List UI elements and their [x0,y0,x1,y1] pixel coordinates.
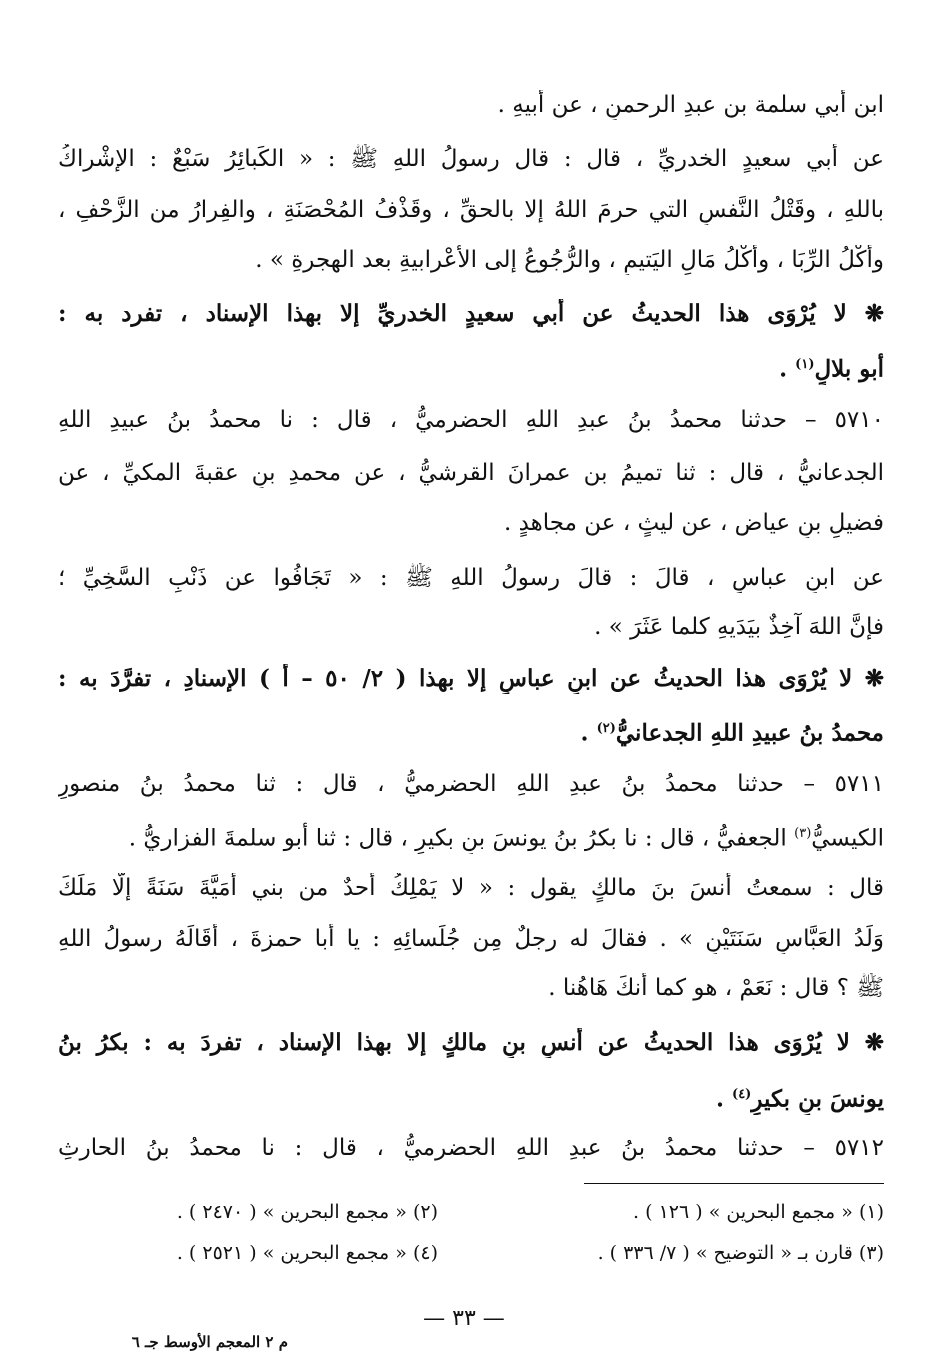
footnote-3: (٣) قارن بـ « التوضيح » ( ٧/ ٣٣٦ ) . [597,1242,884,1264]
footnote-marker-4: (٤) [732,1087,752,1102]
text-line-3: باللهِ ، وقَتْلُ النَّفسِ التي حرمَ اللهُ إلا بالحقِّ ، وقَذْفُ المُحْصَنَةِ ، والفِرارُ من الزَّحْفِ ، [58,197,884,223]
footnote-4: (٤) « مجمع البحرين » ( ٢٥٢١ ) . [176,1242,438,1264]
footnote-marker-2: (٢) [596,721,616,736]
signature-mark: م ٢ المعجم الأوسط جـ ٦ [131,1333,288,1351]
narrator-kaysi: الكيسيُّ [811,825,884,852]
text-line-1: ابن أبي سلمة بن عبدِ الرحمنِ ، عن أبيهِ . [497,92,884,118]
footnote-divider [584,1183,884,1184]
hadith-5711-line-1: ٥٧١١ – حدثنا محمدُ بنُ عبدِ اللهِ الحضرميُّ ، قال : ثنا محمدُ بنُ منصورٍ [58,771,884,797]
hadith-5711-line-2 [58,819,884,854]
page-number: — ٣٣ — [423,1306,505,1331]
hadith-5711-line-2-rest: الجعفيُّ ، قال : نا بكرُ بنُ يونسَ بنِ بكيرٍ ، قال : ثنا أبو سلمةَ الفزاريُّ . [128,825,787,852]
hadith-5711-line-4: وَلَدُ العَبَّاسِ سَنَتَيْنِ » . فقالَ له رجلٌ مِن جُلَسائِهِ : يا أبا حمزةَ ، أَقَالَهُ رسولُ اللهِ [58,926,884,952]
note-5711-line-2 [58,1080,884,1115]
hadith-5710-line-2: الجدعانيُّ ، قال : ثنا تميمُ بن عمرانَ القرشيُّ ، عن محمدِ بنِ عقبةَ المكيِّ ، عن [58,460,884,486]
text-line-2: عن أبي سعيدٍ الخدريِّ ، قال : قال رسولُ اللهِ ﷺ : « الكَبائِرُ سَبْعٌ : الإشْراكُ [58,146,884,172]
hadith-5711-line-3: قال : سمعتُ أنسَ بنَ مالكٍ يقول : « لا يَمْلِكُ أَحدٌ من بني أُمَيَّةَ سَنَةً إلَّا مَلَكَ [58,875,884,901]
hadith-5712-line-1: ٥٧١٢ – حدثنا محمدُ بنُ عبدِ اللهِ الحضرميُّ ، قال : نا محمدُ بنُ الحارثِ [58,1135,884,1161]
note-author: أبو بلالٍ [814,355,884,383]
note-5711-line-1: ❋ لا يُرْوَى هذا الحديثُ عن أنسِ بنِ مالكٍ إلا بهذا الإسناد ، تفردَ به : بكرُ بنُ [58,1029,884,1056]
note-line-1: ❋ لا يُرْوَى هذا الحديثُ عن أبي سعيدٍ الخدريِّ إلا بهذا الإسناد ، تفرد به : [58,300,884,327]
hadith-5710-line-4: عن ابنِ عباسٍ ، قالَ : قالَ رسولُ اللهِ ﷺ : « تَجَافُوا عن ذَنْبِ السَّخِيِّ ؛ [58,565,884,591]
hadith-5710-line-3: فضيلِ بنِ عياضٍ ، عن ليثٍ ، عن مجاهدٍ . [503,510,884,536]
note-5710-line-2 [58,714,884,749]
hadith-5710-line-1: ٥٧١٠ – حدثنا محمدُ بنُ عبدِ اللهِ الحضرميُّ ، قال : نا محمدُ بنُ عبيدِ اللهِ [58,407,884,433]
line-end-period: . [580,719,589,747]
note-line-2 [58,350,884,385]
note-5711-author: يونسَ بنِ بكيرٍ [751,1085,884,1113]
footnote-1: (١) « مجمع البحرين » ( ١٢٦ ) . [633,1201,884,1223]
line-end-period: . [716,1085,725,1113]
hadith-5711-line-5: ﷺ ؟ قال : نَعَمْ ، هو كما أنكَ هَاهُنا . [548,975,884,1001]
note-5710-author: محمدُ بنُ عبيدِ اللهِ الجدعانيُّ [615,719,884,747]
note-5710-line-1: ❋ لا يُرْوَى هذا الحديثُ عن ابنِ عباسٍ إلا بهذا ( ٢/ ٥٠ – أ ) الإسنادِ ، تفرَّدَ به : [58,665,884,692]
footnote-2: (٢) « مجمع البحرين » ( ٢٤٧٠ ) . [176,1201,438,1223]
footnote-marker-3: (٣) [794,826,812,841]
hadith-5710-line-5: فإنَّ اللهَ آخِذٌ بيَدَيهِ كلما عَثَرَ » . [594,614,884,640]
footnote-marker-1: (١) [795,357,815,372]
text-line-4: وأَكْلُ الرِّبَا ، وأَكْلُ مَالِ اليَتيمِ ، والرُّجُوعُ إلى الأَعْرابيةِ بعد الهجرةِ » . [255,247,884,273]
line-end-period: . [779,355,788,383]
